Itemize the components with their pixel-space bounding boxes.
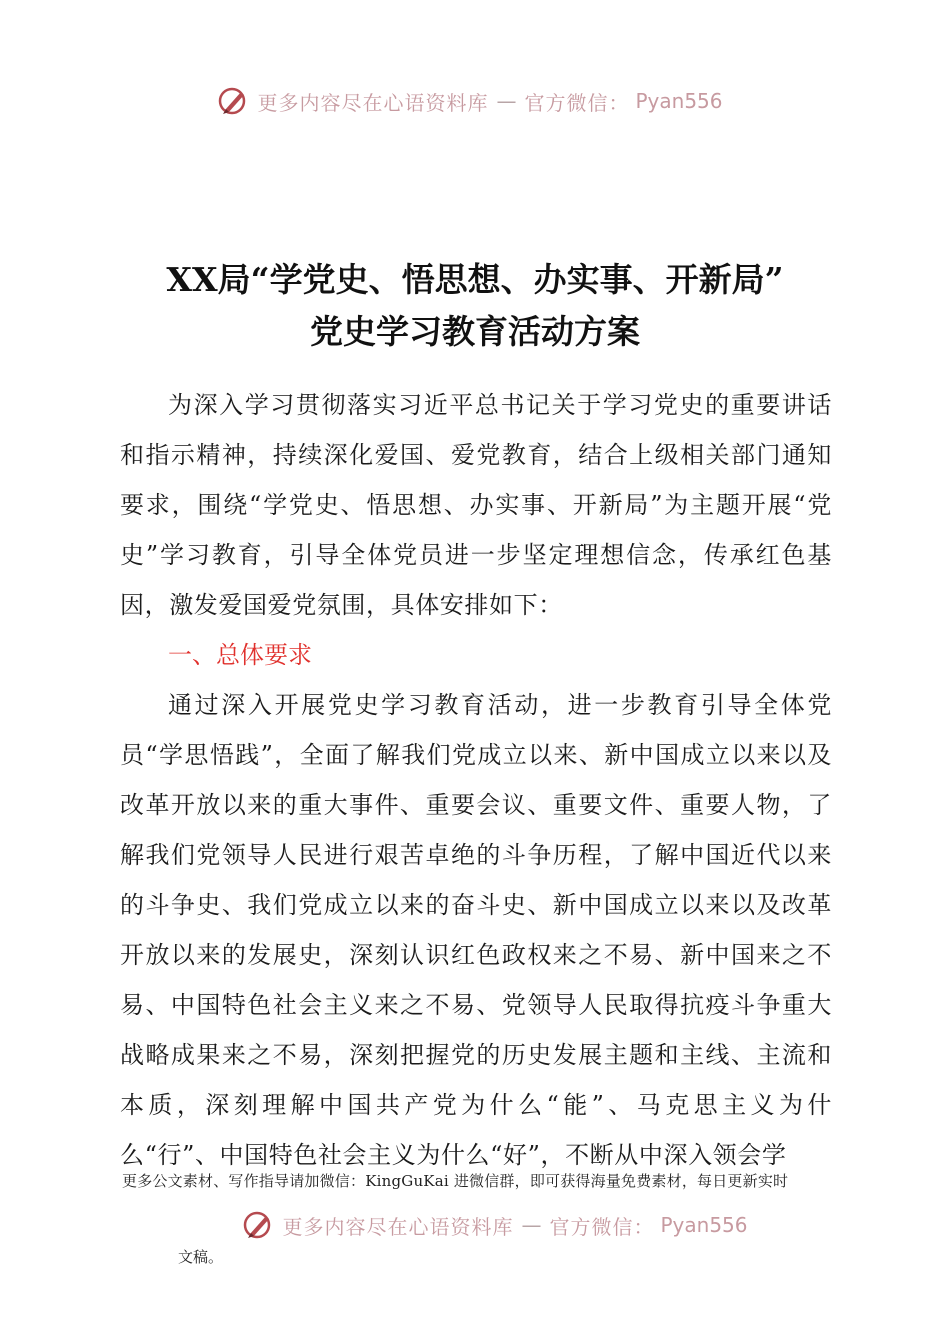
section-heading: 一、总体要求 xyxy=(168,641,312,669)
watermark-id: Pyan556 xyxy=(635,89,723,113)
intro-paragraph: 为深入学习贯彻落实习近平总书记关于学习党史的重要讲话和指示精神，持续深化爱国、爱党教育，结合上级相关部门通知要求，围绕“学党史、悟思想、办实事、开新局”为主题开展“党史”学习教育，引导全体党员进一步坚定理想信念，传承红色基因，激发爱国爱党氛围，具体安排如下： xyxy=(120,391,832,619)
watermark-id: Pyan556 xyxy=(660,1213,748,1237)
watermark-footer xyxy=(20,1208,950,1242)
document-title-line1: XX局“学党史、悟思想、办实事、开新局” xyxy=(166,260,784,299)
document-body xyxy=(120,380,832,1180)
watermark-header xyxy=(0,84,945,118)
watermark-official: 官方微信： xyxy=(549,1214,655,1239)
watermark-text: 更多内容尽在心语资料库 xyxy=(282,1214,514,1239)
footer-tail: 文稿。 xyxy=(178,1248,224,1266)
watermark-separator: — xyxy=(521,1213,542,1237)
pen-circle-logo-icon xyxy=(242,1208,276,1242)
section-paragraph: 通过深入开展党史学习教育活动，进一步教育引导全体党员“学思悟践”，全面了解我们党成立以来、新中国成立以来以及改革开放以来的重大事件、重要会议、重要文件、重要人物，了解我们党领导人民进行艰苦卓绝的斗争历程，了解中国近代以来的斗争史、我们党成立以来的奋斗史、新中国成立以来以及改革开放以来的发展史，深刻认识红色政权来之不易、新中国来之不易、中国特色社会主义来之不易、党领导人民取得抗疫斗争重大战略成果来之不易，深刻把握党的历史发展主题和主线、主流和本质，深刻理解中国共产党为什么“能”、马克思主义为什么“行”、中国特色社会主义为什么“好”，不断从中深入领会学 xyxy=(120,691,832,1169)
document-title-line2: 党史学习教育活动方案 xyxy=(310,312,640,351)
watermark-separator: — xyxy=(496,89,517,113)
pen-circle-logo-icon xyxy=(217,84,251,118)
watermark-official: 官方微信： xyxy=(524,90,630,115)
watermark-text: 更多内容尽在心语资料库 xyxy=(257,90,489,115)
footer-note: 更多公文素材、写作指导请加微信：KingGuKai 进微信群，即可获得海量免费素材，每日更新实时 xyxy=(122,1172,789,1190)
